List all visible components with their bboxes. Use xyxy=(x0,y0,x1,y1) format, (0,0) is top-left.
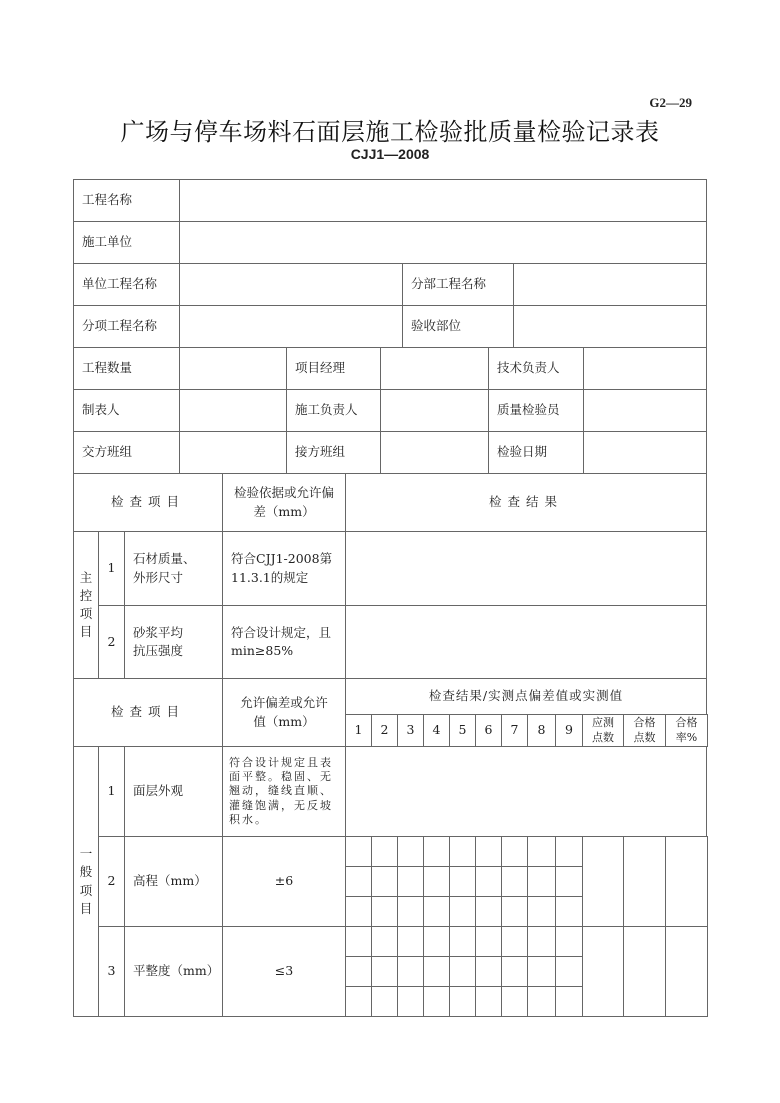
field-subitem-name[interactable] xyxy=(179,305,403,348)
point-header: 3 xyxy=(397,714,424,747)
measure-cell[interactable] xyxy=(475,896,502,927)
field-construction-lead[interactable] xyxy=(380,389,489,432)
measure-cell[interactable] xyxy=(371,926,398,957)
measure-cell[interactable] xyxy=(475,926,502,957)
measure-cell[interactable] xyxy=(501,956,528,987)
pass-count-header: 合格点数 xyxy=(623,714,666,747)
field-project-name[interactable] xyxy=(179,179,707,222)
measure-cell[interactable] xyxy=(527,956,556,987)
point-header: 2 xyxy=(371,714,398,747)
label-project-name: 工程名称 xyxy=(73,179,180,222)
general-item-tolerance: ±6 xyxy=(222,836,346,927)
field-quantity[interactable] xyxy=(179,347,287,390)
main-item-no: 1 xyxy=(98,531,125,606)
measure-cell[interactable] xyxy=(501,866,528,897)
measure-cell[interactable] xyxy=(423,986,450,1017)
measure-cell[interactable] xyxy=(397,926,424,957)
main-header-item: 检查项目 xyxy=(73,473,223,532)
measure-cell[interactable] xyxy=(475,986,502,1017)
point-header: 1 xyxy=(345,714,372,747)
field-division-name[interactable] xyxy=(513,263,707,306)
measure-cell[interactable] xyxy=(371,896,398,927)
label-construction-lead: 施工负责人 xyxy=(286,389,381,432)
label-subitem-name: 分项工程名称 xyxy=(73,305,180,348)
measure-cell[interactable] xyxy=(527,896,556,927)
label-quantity: 工程数量 xyxy=(73,347,180,390)
measure-cell[interactable] xyxy=(449,926,476,957)
general-item-no: 3 xyxy=(98,926,125,1017)
field-project-manager[interactable] xyxy=(380,347,489,390)
measure-cell[interactable] xyxy=(475,836,502,867)
field-acceptance-part[interactable] xyxy=(513,305,707,348)
measure-cell[interactable] xyxy=(397,956,424,987)
label-quality-inspector: 质量检验员 xyxy=(488,389,584,432)
general-item-name: 面层外观 xyxy=(124,746,223,837)
measure-cell[interactable] xyxy=(449,956,476,987)
should-count-cell[interactable] xyxy=(582,926,624,1017)
page-title: 广场与停车场料石面层施工检验批质量检验记录表 xyxy=(120,118,660,146)
measure-cell[interactable] xyxy=(501,986,528,1017)
measure-cell[interactable] xyxy=(527,836,556,867)
field-technical-lead[interactable] xyxy=(583,347,707,390)
field-construction-unit[interactable] xyxy=(179,221,707,264)
label-project-manager: 项目经理 xyxy=(286,347,381,390)
measure-cell[interactable] xyxy=(449,836,476,867)
general-item-tolerance: 符合设计规定且表面平整。稳固、无翘动，缝线直顺、灌缝饱满，无反坡积水。 xyxy=(222,746,346,837)
measure-cell[interactable] xyxy=(397,896,424,927)
main-item-name: 石材质量、外形尺寸 xyxy=(124,531,223,606)
measure-cell[interactable] xyxy=(475,956,502,987)
point-header: 6 xyxy=(475,714,502,747)
measure-cell[interactable] xyxy=(371,986,398,1017)
label-division-name: 分部工程名称 xyxy=(402,263,514,306)
general-item-tolerance: ≤3 xyxy=(222,926,346,1017)
general-item-no: 2 xyxy=(98,836,125,927)
should-count-header: 应测点数 xyxy=(582,714,624,747)
measure-cell[interactable] xyxy=(555,926,583,957)
point-header: 8 xyxy=(527,714,556,747)
field-quality-inspector[interactable] xyxy=(583,389,707,432)
measure-cell[interactable] xyxy=(423,836,450,867)
measure-cell[interactable] xyxy=(345,896,372,927)
point-header: 5 xyxy=(449,714,476,747)
measure-cell[interactable] xyxy=(423,926,450,957)
measure-cell[interactable] xyxy=(345,926,372,957)
main-header-result: 检查结果 xyxy=(345,473,707,532)
label-acceptance-part: 验收部位 xyxy=(402,305,514,348)
measure-cell[interactable] xyxy=(397,866,424,897)
field-receiving-team[interactable] xyxy=(380,431,489,474)
general-header-result: 检查结果/实测点偏差值或实测值 xyxy=(345,678,707,715)
main-item-basis: 符合设计规定，且min≥85% xyxy=(222,605,346,679)
measure-cell[interactable] xyxy=(501,896,528,927)
measure-cell[interactable] xyxy=(423,866,450,897)
measure-cell[interactable] xyxy=(397,986,424,1017)
general-item-name: 平整度（mm） xyxy=(124,926,223,1017)
pass-rate-header: 合格率% xyxy=(665,714,708,747)
main-item-result[interactable] xyxy=(345,531,707,606)
field-preparer[interactable] xyxy=(179,389,287,432)
measure-cell[interactable] xyxy=(449,986,476,1017)
label-preparer: 制表人 xyxy=(73,389,180,432)
measure-cell[interactable] xyxy=(501,836,528,867)
pass-count-cell[interactable] xyxy=(623,836,666,927)
point-header: 7 xyxy=(501,714,528,747)
measure-cell[interactable] xyxy=(423,896,450,927)
measure-cell[interactable] xyxy=(555,956,583,987)
measure-cell[interactable] xyxy=(423,956,450,987)
general-header-tolerance: 允许偏差或允许值（mm） xyxy=(222,678,346,747)
form-code: G2—29 xyxy=(649,95,692,110)
main-item-no: 2 xyxy=(98,605,125,679)
measure-cell[interactable] xyxy=(555,986,583,1017)
label-technical-lead: 技术负责人 xyxy=(488,347,584,390)
measure-cell[interactable] xyxy=(555,836,583,867)
measure-cell[interactable] xyxy=(371,956,398,987)
general-item-result[interactable] xyxy=(345,746,707,837)
field-unit-project-name[interactable] xyxy=(179,263,403,306)
field-handing-team[interactable] xyxy=(179,431,287,474)
measure-cell[interactable] xyxy=(371,836,398,867)
measure-cell[interactable] xyxy=(345,836,372,867)
label-unit-project-name: 单位工程名称 xyxy=(73,263,180,306)
general-header-item: 检查项目 xyxy=(73,678,223,747)
main-group-label: 主控项目 xyxy=(73,531,99,679)
measure-cell[interactable] xyxy=(527,866,556,897)
point-header: 9 xyxy=(555,714,583,747)
label-construction-unit: 施工单位 xyxy=(73,221,180,264)
main-header-basis: 检验依据或允许偏差（mm） xyxy=(222,473,346,532)
pass-count-cell[interactable] xyxy=(623,926,666,1017)
measure-cell[interactable] xyxy=(345,866,372,897)
main-item-name: 砂浆平均抗压强度 xyxy=(124,605,223,679)
main-item-basis: 符合CJJ1-2008第11.3.1的规定 xyxy=(222,531,346,606)
measure-cell[interactable] xyxy=(555,896,583,927)
field-inspection-date[interactable] xyxy=(583,431,707,474)
label-receiving-team: 接方班组 xyxy=(286,431,381,474)
general-item-name: 高程（mm） xyxy=(124,836,223,927)
measure-cell[interactable] xyxy=(449,896,476,927)
pass-rate-cell[interactable] xyxy=(665,836,708,927)
standard-code: CJJ1—2008 xyxy=(350,146,430,162)
point-header: 4 xyxy=(423,714,450,747)
measure-cell[interactable] xyxy=(345,956,372,987)
measure-cell[interactable] xyxy=(397,836,424,867)
should-count-cell[interactable] xyxy=(582,836,624,927)
general-group-label: 一般项目 xyxy=(73,746,99,1017)
measure-cell[interactable] xyxy=(475,866,502,897)
label-inspection-date: 检验日期 xyxy=(488,431,584,474)
measure-cell[interactable] xyxy=(527,986,556,1017)
measure-cell[interactable] xyxy=(555,866,583,897)
measure-cell[interactable] xyxy=(527,926,556,957)
measure-cell[interactable] xyxy=(501,926,528,957)
label-handing-team: 交方班组 xyxy=(73,431,180,474)
measure-cell[interactable] xyxy=(371,866,398,897)
measure-cell[interactable] xyxy=(345,986,372,1017)
pass-rate-cell[interactable] xyxy=(665,926,708,1017)
main-item-result[interactable] xyxy=(345,605,707,679)
measure-cell[interactable] xyxy=(449,866,476,897)
general-item-no: 1 xyxy=(98,746,125,837)
